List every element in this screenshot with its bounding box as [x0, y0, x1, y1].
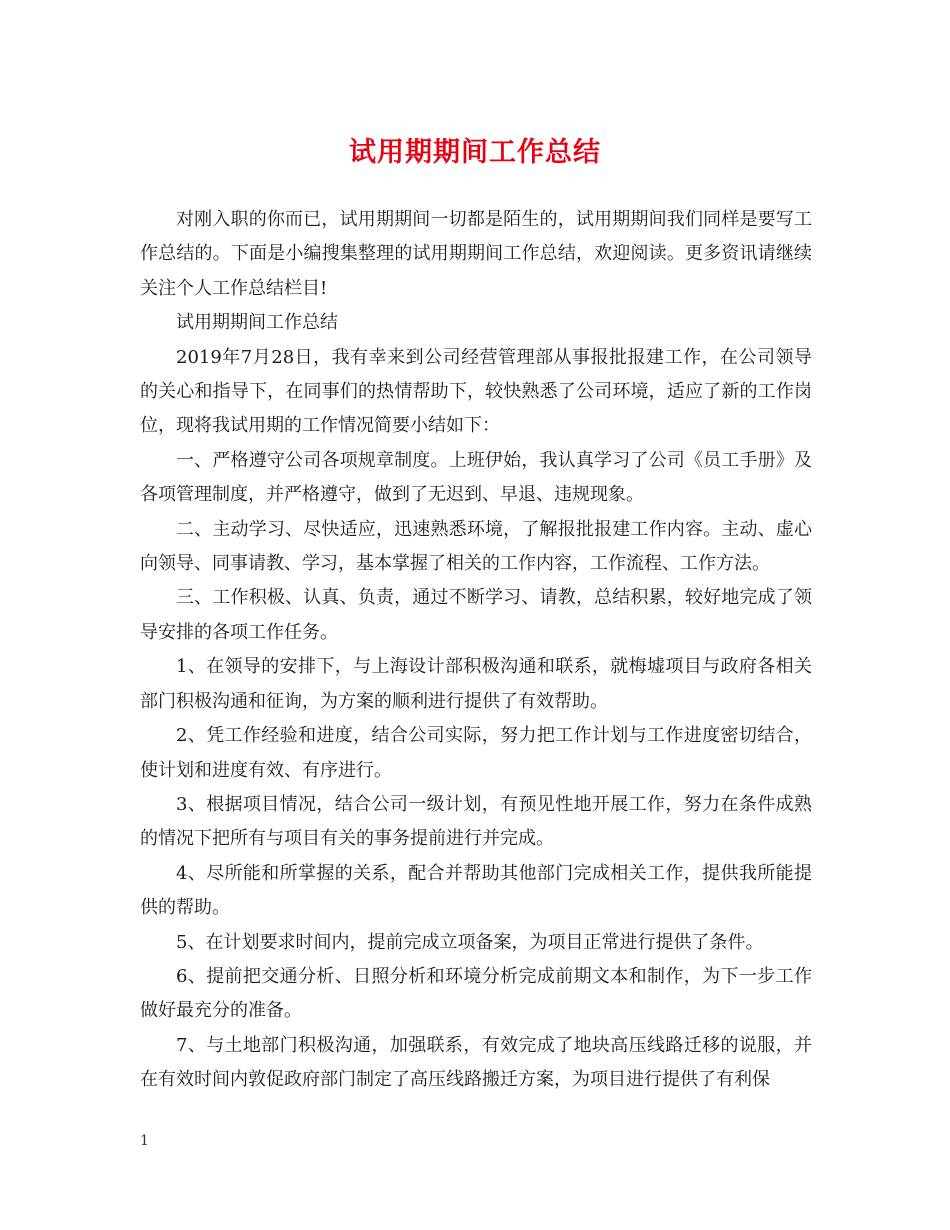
- paragraph-point-one: 一、严格遵守公司各项规章制度。上班伊始，我认真学习了公司《员工手册》及各项管理制度，并严格遵守，做到了无迟到、早退、违规现象。: [140, 449, 812, 506]
- paragraph-item-4: 4、尽所能和所掌握的关系，配合并帮助其他部门完成相关工作，提供我所能提供的帮助。: [140, 862, 812, 919]
- paragraph-subtitle: 试用期期间工作总结: [176, 312, 338, 334]
- paragraph-item-1: 1、在领导的安排下，与上海设计部积极沟通和联系，就梅墟项目与政府各相关部门积极沟通和征询，为方案的顺利进行提供了有效帮助。: [140, 656, 812, 712]
- paragraph-item-5: 5、在计划要求时间内，提前完成立项备案，为项目正常进行提供了条件。: [176, 931, 764, 953]
- document-title: 试用期期间工作总结: [349, 137, 601, 168]
- paragraph-intro: 对刚入职的你而已，试用期期间一切都是陌生的，试用期期间我们同样是要写工作总结的。下面是小编搜集整理的试用期期间工作总结，欢迎阅读。更多资讯请继续关注个人工作总结栏目!: [140, 209, 812, 299]
- paragraph-point-three: 三、工作积极、认真、负责，通过不断学习、请教，总结积累，较好地完成了领导安排的各项工作任务。: [140, 587, 812, 643]
- paragraph-point-two: 二、主动学习、尽快适应，迅速熟悉环境，了解报批报建工作内容。主动、虚心向领导、同事请教、学习，基本掌握了相关的工作内容，工作流程、工作方法。: [140, 518, 812, 575]
- paragraph-item-2: 2、凭工作经验和进度，结合公司实际，努力把工作计划与工作进度密切结合，使计划和进度有效、有序进行。: [140, 725, 812, 781]
- paragraph-item-3: 3、根据项目情况，结合公司一级计划，有预见性地开展工作，努力在条件成熟的情况下把所有与项目有关的事务提前进行并完成。: [140, 793, 812, 850]
- paragraph-opening: 2019年7月28日，我有幸来到公司经营管理部从事报批报建工作，在公司领导的关心和指导下，在同事们的热情帮助下，较快熟悉了公司环境，适应了新的工作岗位，现将我试用期的工作情况简要小结如下：: [140, 346, 812, 437]
- paragraph-item-7: 7、与土地部门积极沟通，加强联系，有效完成了地块高压线路迁移的说服，并在有效时间内敦促政府部门制定了高压线路搬迁方案，为项目进行提供了有利保: [140, 1034, 812, 1091]
- document-body: [140, 203, 812, 1098]
- page-number: 1: [140, 1133, 149, 1149]
- paragraph-item-6: 6、提前把交通分析、日照分析和环境分析完成前期文本和制作，为下一步工作做好最充分的准备。: [140, 965, 812, 1022]
